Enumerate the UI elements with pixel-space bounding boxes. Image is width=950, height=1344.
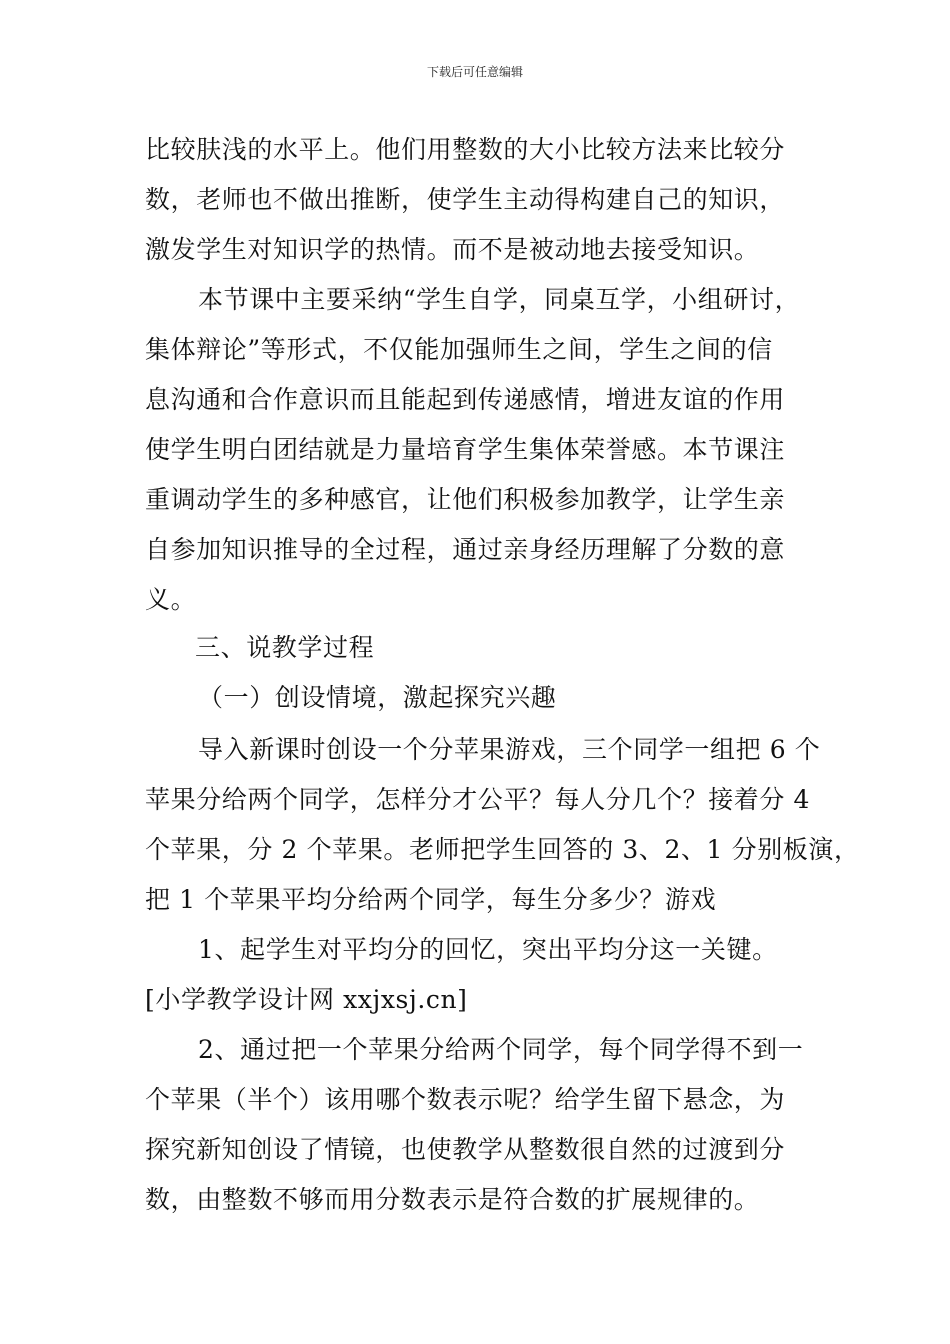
section-heading: 三、说教学过程 (195, 633, 375, 662)
body-line: 数，由整数不够而用分数表示是符合数的扩展规律的。 (145, 1185, 760, 1214)
body-line: 重调动学生的多种感官，让他们积极参加教学，让学生亲 (145, 485, 786, 514)
page-header: 下载后可任意编辑 (426, 65, 523, 79)
source-reference: [小学教学设计网 xxjxsj.cn] (145, 985, 468, 1014)
body-line: 比较肤浅的水平上。他们用整数的大小比较方法来比较分 (145, 135, 786, 164)
body-line: 探究新知创设了情镜，也使教学从整数很自然的过渡到分 (145, 1135, 786, 1164)
body-line: 导入新课时创设一个分苹果游戏，三个同学一组把 6 个 (198, 735, 821, 764)
body-line: 个苹果（半个）该用哪个数表示呢？给学生留下悬念，为 (145, 1085, 786, 1114)
subsection-heading: （一）创设情境，激起探究兴趣 (198, 683, 557, 712)
body-line: 激发学生对知识学的热情。而不是被动地去接受知识。 (145, 235, 760, 264)
body-line: 苹果分给两个同学，怎样分才公平？每人分几个？接着分 4 (145, 785, 811, 814)
body-line: 使学生明白团结就是力量培育学生集体荣誉感。本节课注 (145, 435, 786, 464)
body-line: 个苹果，分 2 个苹果。老师把学生回答的 3、2、1 分别板演， (145, 835, 860, 864)
body-line: 2、通过把一个苹果分给两个同学，每个同学得不到一 (198, 1035, 804, 1064)
body-line: 义。 (145, 585, 197, 614)
body-line: 息沟通和合作意识而且能起到传递感情，增进友谊的作用 (145, 385, 786, 414)
body-line: 数，老师也不做出推断，使学生主动得构建自己的知识， (145, 185, 786, 214)
body-line: 把 1 个苹果平均分给两个同学，每生分多少？游戏 (145, 885, 717, 914)
body-line: 自参加知识推导的全过程，通过亲身经历理解了分数的意 (145, 535, 786, 564)
body-line: 本节课中主要采纳“学生自学，同桌互学，小组研讨， (198, 285, 801, 314)
body-line: 集体辩论”等形式，不仅能加强师生之间，学生之间的信 (145, 335, 773, 364)
body-line: 1、起学生对平均分的回忆，突出平均分这一关键。 (198, 935, 778, 964)
